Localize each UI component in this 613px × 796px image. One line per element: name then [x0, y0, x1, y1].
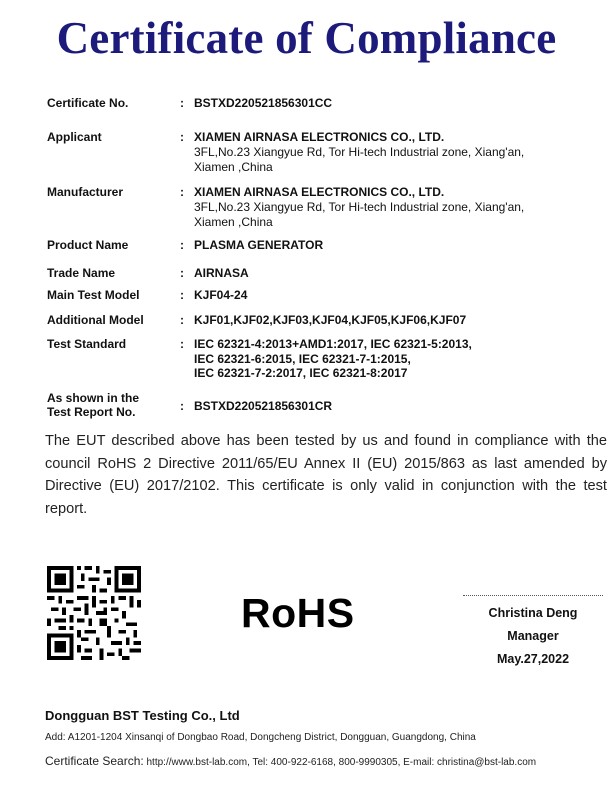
compliance-statement: The EUT described above has been tested by us and found in compliance with the council RoHS 2 Directive 2011/65/EU Annex II (EU) 2015/863 as last amended by Directive (EU) 2017/2102. This certificate is only valid in conjunction with the test report. [45, 433, 607, 517]
applicant-name: XIAMEN AIRNASA ELECTRONICS CO., LTD. [194, 130, 445, 144]
test-standard-label: Test Standard [47, 337, 127, 351]
certificate-search-label: Certificate Search: [45, 754, 144, 768]
test-standard-line: IEC 62321-4:2013+AMD1:2017, IEC 62321-5:2013, [194, 337, 472, 351]
applicant-label: Applicant [47, 130, 102, 144]
main-test-model-label: Main Test Model [47, 288, 140, 302]
colon: : [180, 399, 184, 413]
test-standard-line: IEC 62321-6:2015, IEC 62321-7-1:2015, [194, 351, 411, 366]
colon: : [180, 288, 184, 302]
issuer-address: Add: A1201-1204 Xinsanqi of Dongbao Road, Dongcheng District, Dongguan, Guangdong, China [45, 732, 476, 743]
trade-name-value: AIRNASA [194, 266, 249, 280]
test-standard-line: IEC 62321-7-2:2017, IEC 62321-8:2017 [194, 366, 408, 380]
certificate-no-label: Certificate No. [47, 96, 129, 110]
signature-line [463, 595, 603, 596]
signatory-name: Christina Deng [488, 606, 578, 620]
applicant-address-line1: 3FL,No.23 Xiangyue Rd, Tor Hi-tech Industrial zone, Xiang'an, [194, 145, 525, 159]
applicant-address-line2: Xiamen ,China [194, 160, 273, 174]
colon: : [180, 313, 184, 327]
colon: : [180, 185, 184, 199]
product-name-value: PLASMA GENERATOR [194, 238, 324, 252]
main-test-model-value: KJF04-24 [194, 288, 248, 302]
rohs-mark: RoHS [241, 590, 355, 636]
manufacturer-address-line2: Xiamen ,China [194, 215, 273, 229]
certificate-title: Certificate of Compliance [56, 13, 557, 63]
signatory-title: Manager [507, 629, 559, 643]
additional-model-value: KJF01,KJF02,KJF03,KJF04,KJF05,KJF06,KJF07 [194, 313, 467, 327]
colon: : [180, 337, 184, 351]
certificate-search-info: http://www.bst-lab.com, Tel: 400-922-6168, 800-9990305, E-mail: christina@bst-lab.com [146, 757, 537, 768]
signature-date: May.27,2022 [496, 652, 570, 666]
qr-code-icon [47, 566, 141, 660]
manufacturer-name: XIAMEN AIRNASA ELECTRONICS CO., LTD. [194, 185, 445, 199]
certificate-no-value: BSTXD220521856301CC [194, 96, 333, 110]
additional-model-label: Additional Model [47, 313, 144, 327]
issuer-company: Dongguan BST Testing Co., Ltd [45, 708, 240, 723]
report-no-value: BSTXD220521856301CR [194, 399, 333, 413]
colon: : [180, 266, 184, 280]
report-no-label-line2: Test Report No. [47, 405, 136, 419]
colon: : [180, 238, 184, 252]
report-no-label-line1: As shown in the [47, 391, 140, 405]
manufacturer-address-line1: 3FL,No.23 Xiangyue Rd, Tor Hi-tech Industrial zone, Xiang'an, [194, 200, 525, 214]
colon: : [180, 96, 184, 110]
trade-name-label: Trade Name [47, 266, 116, 280]
product-name-label: Product Name [47, 238, 129, 252]
manufacturer-label: Manufacturer [47, 185, 124, 199]
certificate-search [45, 754, 536, 768]
colon: : [180, 130, 184, 144]
